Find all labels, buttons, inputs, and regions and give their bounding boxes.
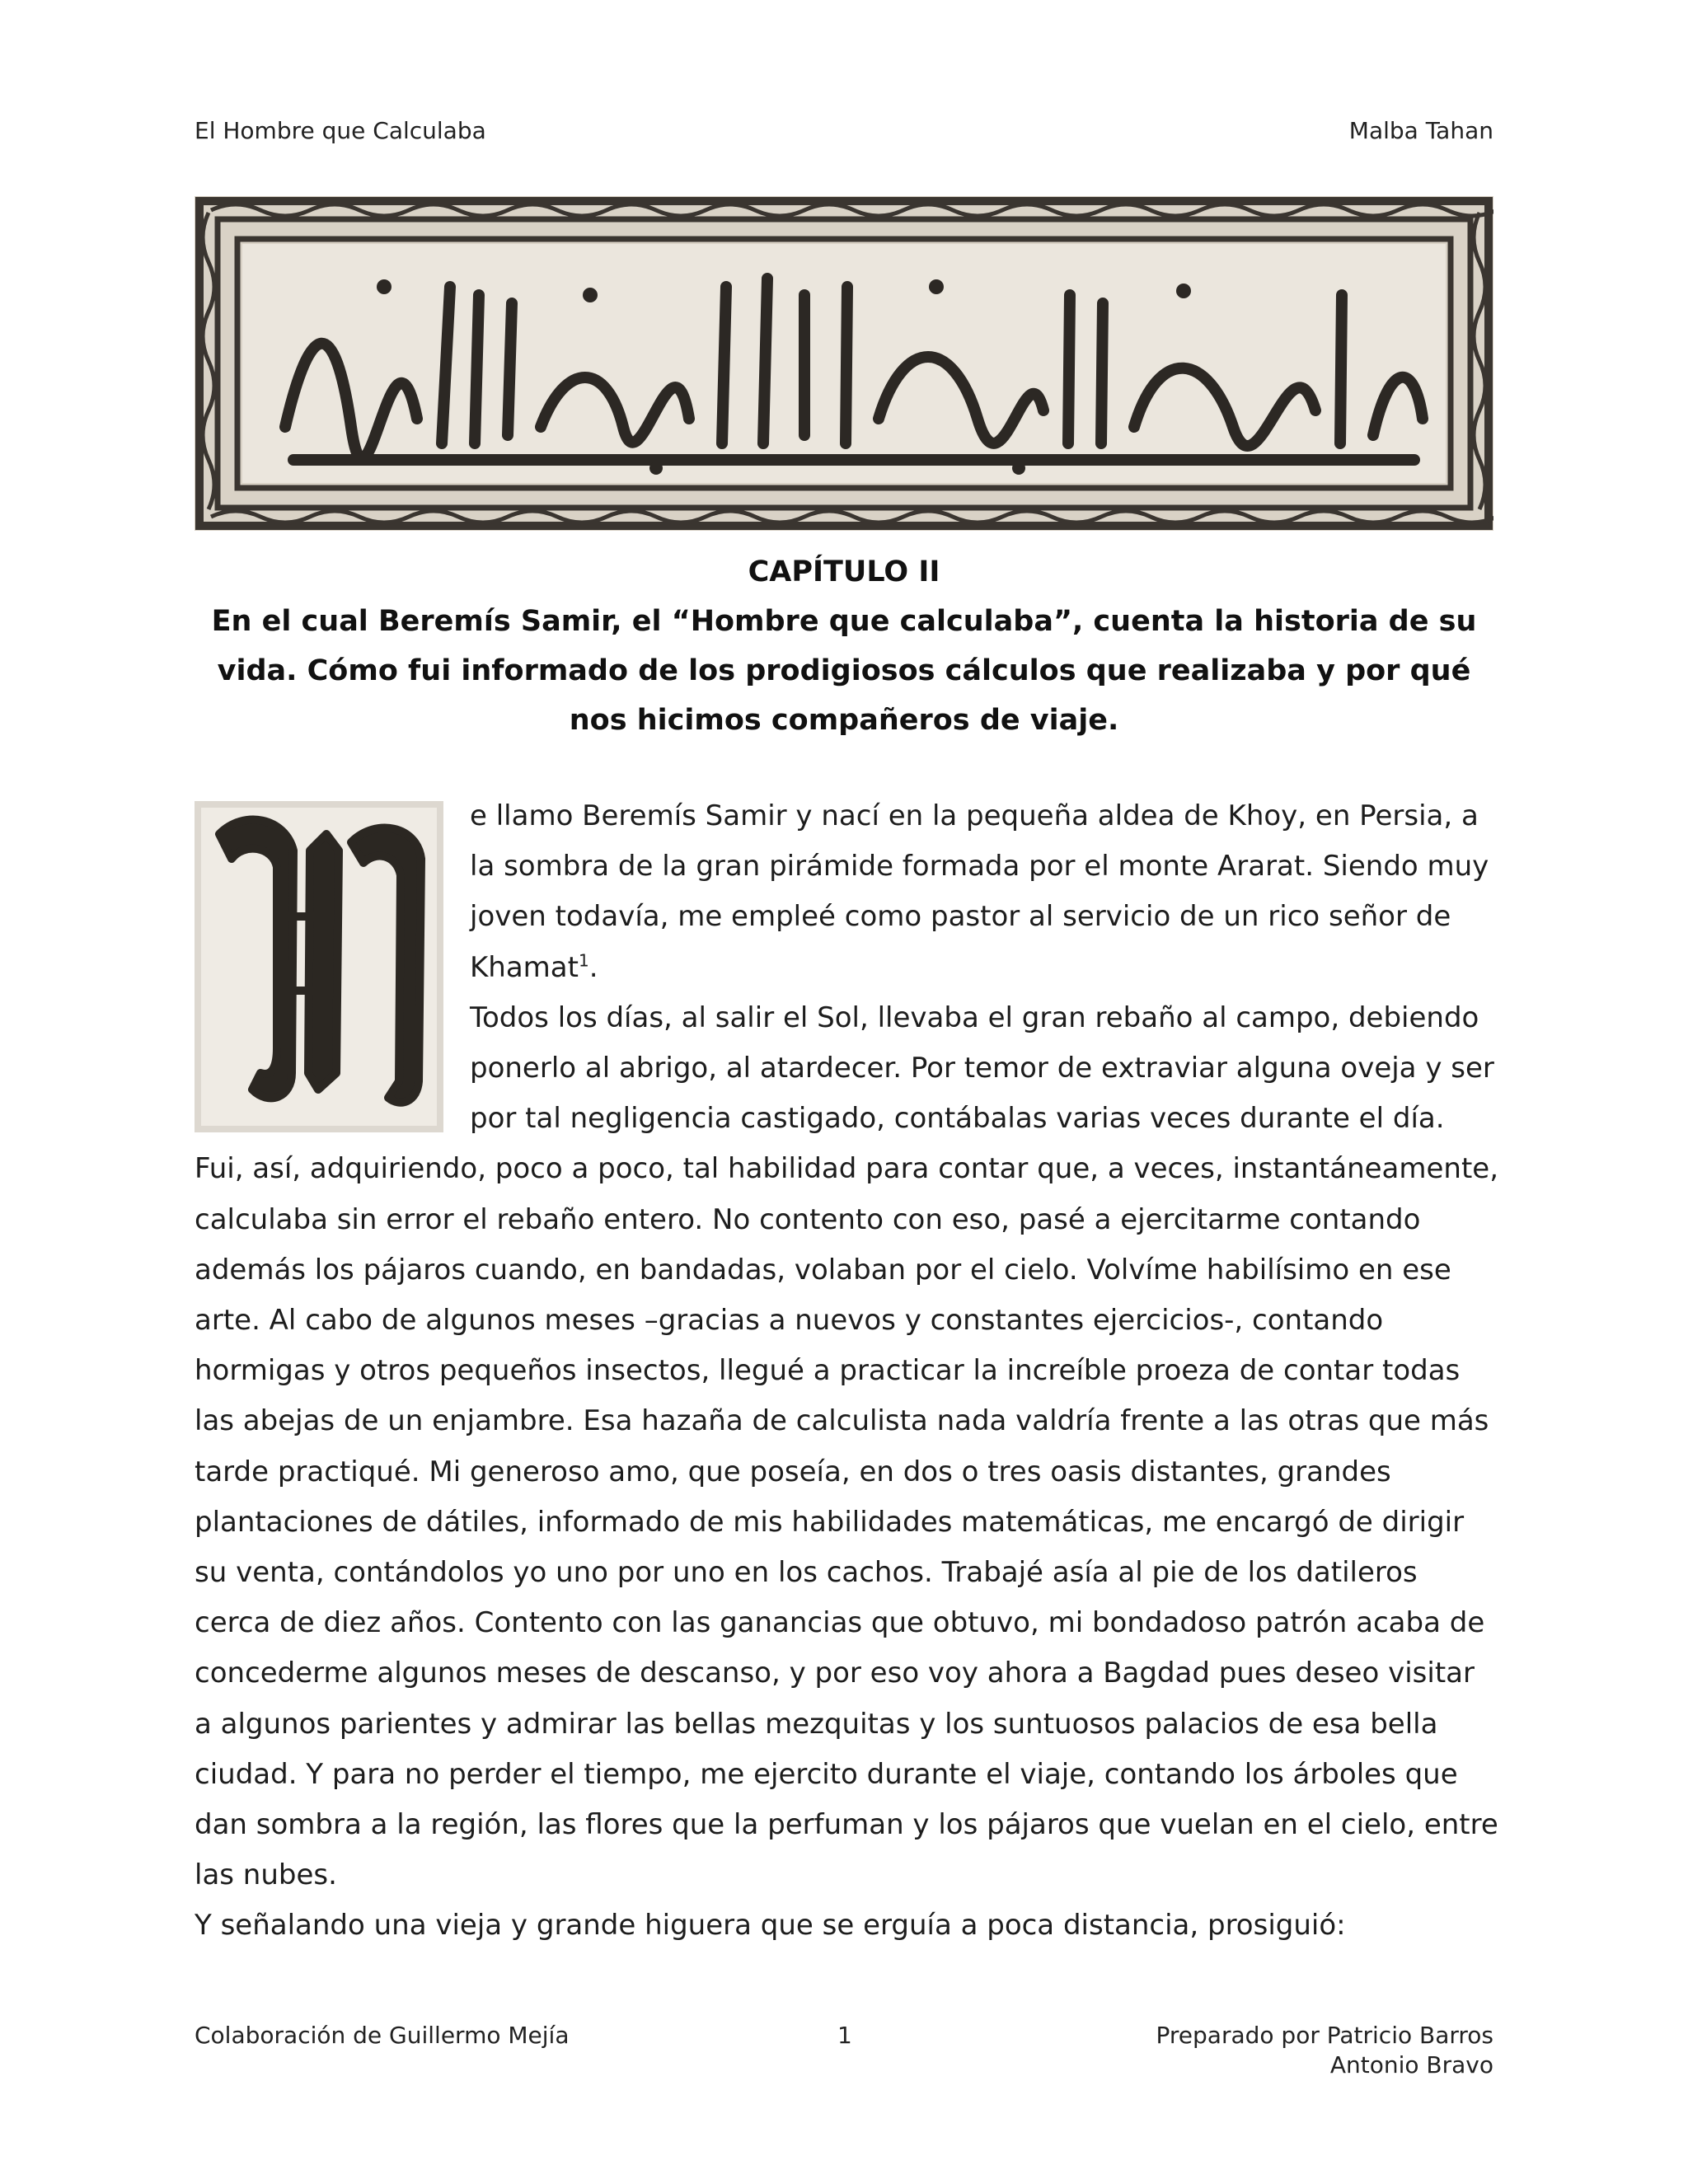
chapter-subtitle-line-3: nos hicimos compañeros de viaje. (569, 704, 1119, 737)
page-number: 1 (837, 2022, 852, 2049)
chapter-title: CAPÍTULO II (748, 555, 940, 588)
paragraph-2: Todos los días, al salir el Sol, llevaba el gran rebaño al campo, debiendo ponerlo al abrigo, al atardecer. Por temor de extraviar alguna oveja y ser por tal negligencia castigado, contábalas varias veces durante el día. Fui, así, adquiriendo, poco a poco, tal habilidad para contar que, a veces, instantáneamente, calculaba sin error el rebaño entero. No contento con eso, pasé a ejercitarme contando además los pájaros cuando, en bandadas, volaban por el cielo. Volvíme habilísimo en ese arte. Al cabo de algunos meses –gracias a nuevos y constantes ejercicios-, contando hormigas y otros pequeños insectos, llegué a practicar la increíble proeza de contar todas las abejas de un enjambre. Esa hazaña de calculista nada valdría frente a las otras que más tarde practiqué. Mi generoso amo, que poseía, en dos o tres oasis distantes, grandes plantaciones de dátiles, informado de mis habilidades matemáticas, me encargó de dirigir su venta, contándolos yo uno por uno en los cachos. Trabajé asía al pie de los datileros cerca de diez años. Contento con las ganancias que obtuvo, mi bondadoso patrón acaba de concederme algunos meses de descanso, y por eso voy ahora a Bagdad pues deseo visitar a algunos parientes y admirar las bellas mezquitas y los suntuosos palacios de esa bella ciudad. Y para no perder el tiempo, me ejercito durante el viaje, contando los árboles que dan sombra a la región, las flores que la perfuman y los pájaros que vuelan en el cielo, entre las nubes. (195, 1001, 1499, 1892)
header-author: Malba Tahan (1348, 117, 1493, 144)
chapter-subtitle-line-1: En el cual Beremís Samir, el “Hombre que calculaba”, cuenta la historia de su (211, 605, 1477, 638)
paragraph-1-end: . (588, 950, 598, 984)
footer-credits (1156, 2021, 1494, 2080)
page-footer (195, 2021, 1493, 2079)
chapter-subtitle-line-2: vida. Cómo fui informado de los prodigiosos cálculos que realizaba y por qué (217, 654, 1471, 687)
footer-collaboration: Colaboración de Guillermo Mejía (195, 2022, 570, 2049)
paragraph-3: Y señalando una vieja y grande higuera que se erguía a poca distancia, prosiguió: (195, 1909, 1346, 1943)
header-book-title: El Hombre que Calculaba (195, 117, 486, 144)
footnote-ref[interactable]: 1 (578, 950, 589, 971)
footer-second-author: Antonio Bravo (1329, 2051, 1493, 2079)
footer-prepared-by: Preparado por Patricio Barros (1156, 2022, 1493, 2049)
paragraph-1-text: e llamo Beremís Samir y nací en la pequeña aldea de Khoy, en Persia, a la sombra de la gran pirámide formada por el monte Ararat. Siendo muy joven todavía, me empleé como pastor al servicio de un rico señor de Khamat (470, 799, 1489, 984)
page-header (195, 117, 1493, 144)
chapter-body (195, 791, 1500, 1952)
arabic-calligraphy-banner (195, 196, 1493, 531)
chapter-heading (195, 547, 1493, 745)
